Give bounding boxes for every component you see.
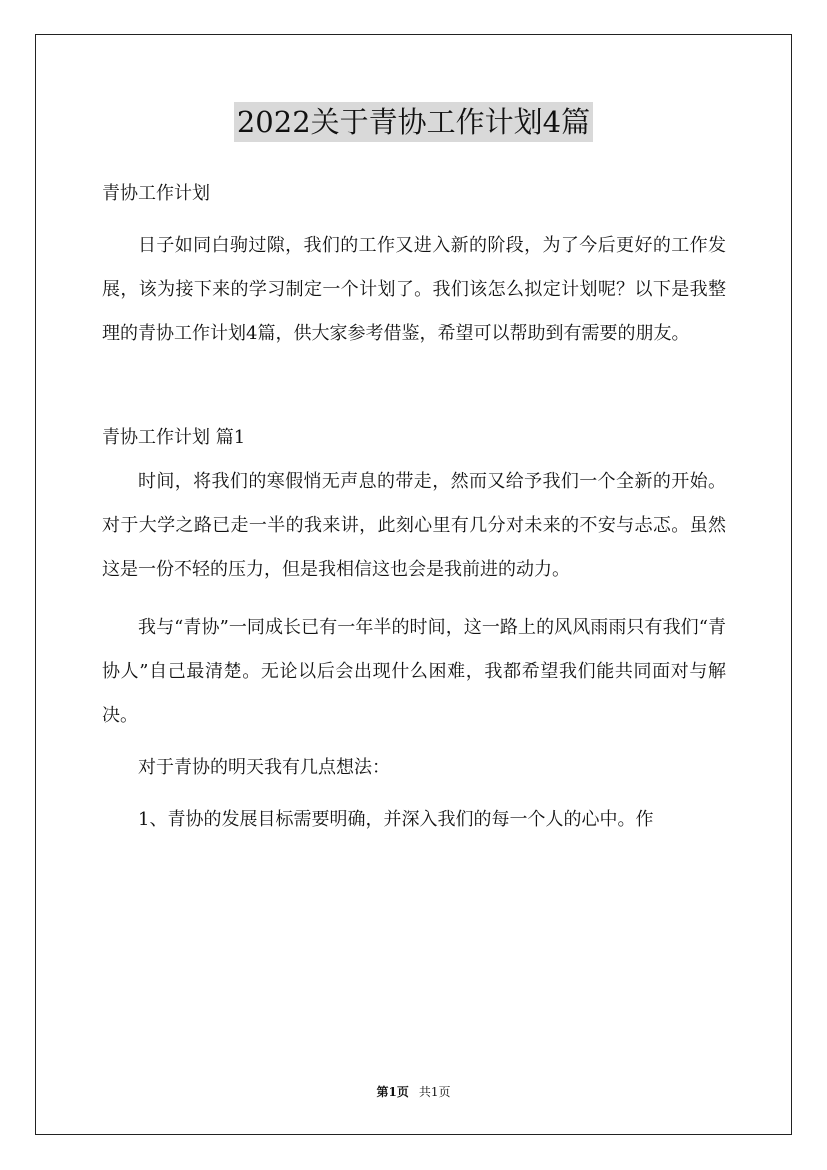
document-title: 2022关于青协工作计划4篇 [234,102,593,142]
intro-paragraph: 日子如同白驹过隙，我们的工作又进入新的阶段，为了今后更好的工作发展，该为接下来的学习制定一个计划了。我们该怎么拟定计划呢？以下是我整理的青协工作计划4篇，供大家参考借鉴，希望可以帮助到有需要的朋友。 [102,235,726,344]
paragraph-1: 时间，将我们的寒假悄无声息的带走，然而又给予我们一个全新的开始。对于大学之路已走一半的我来讲，此刻心里有几分对未来的不安与忐忑。虽然这是一份不轻的压力，但是我相信这也会是我前进的动力。 [102,471,726,580]
title-container [0,102,827,142]
paragraph-2: 我与“青协”一同成长已有一年半的时间，这一路上的风风雨雨只有我们“青协人”自己最清楚。无论以后会出现什么困难，我都希望我们能共同面对与解决。 [102,617,726,726]
section-spacer [102,356,726,416]
total-pages: 共1页 [418,1085,451,1099]
page-number: 第1页 [376,1085,409,1099]
page-footer [0,1083,827,1100]
paragraph-3: 对于青协的明天我有几点想法： [138,757,390,778]
section1-heading: 青协工作计划 篇1 [102,427,246,448]
paragraph-4: 1、青协的发展目标需要明确，并深入我们的每一个人的心中。作 [138,809,654,830]
intro-heading: 青协工作计划 [102,183,210,204]
document-body [102,172,726,842]
